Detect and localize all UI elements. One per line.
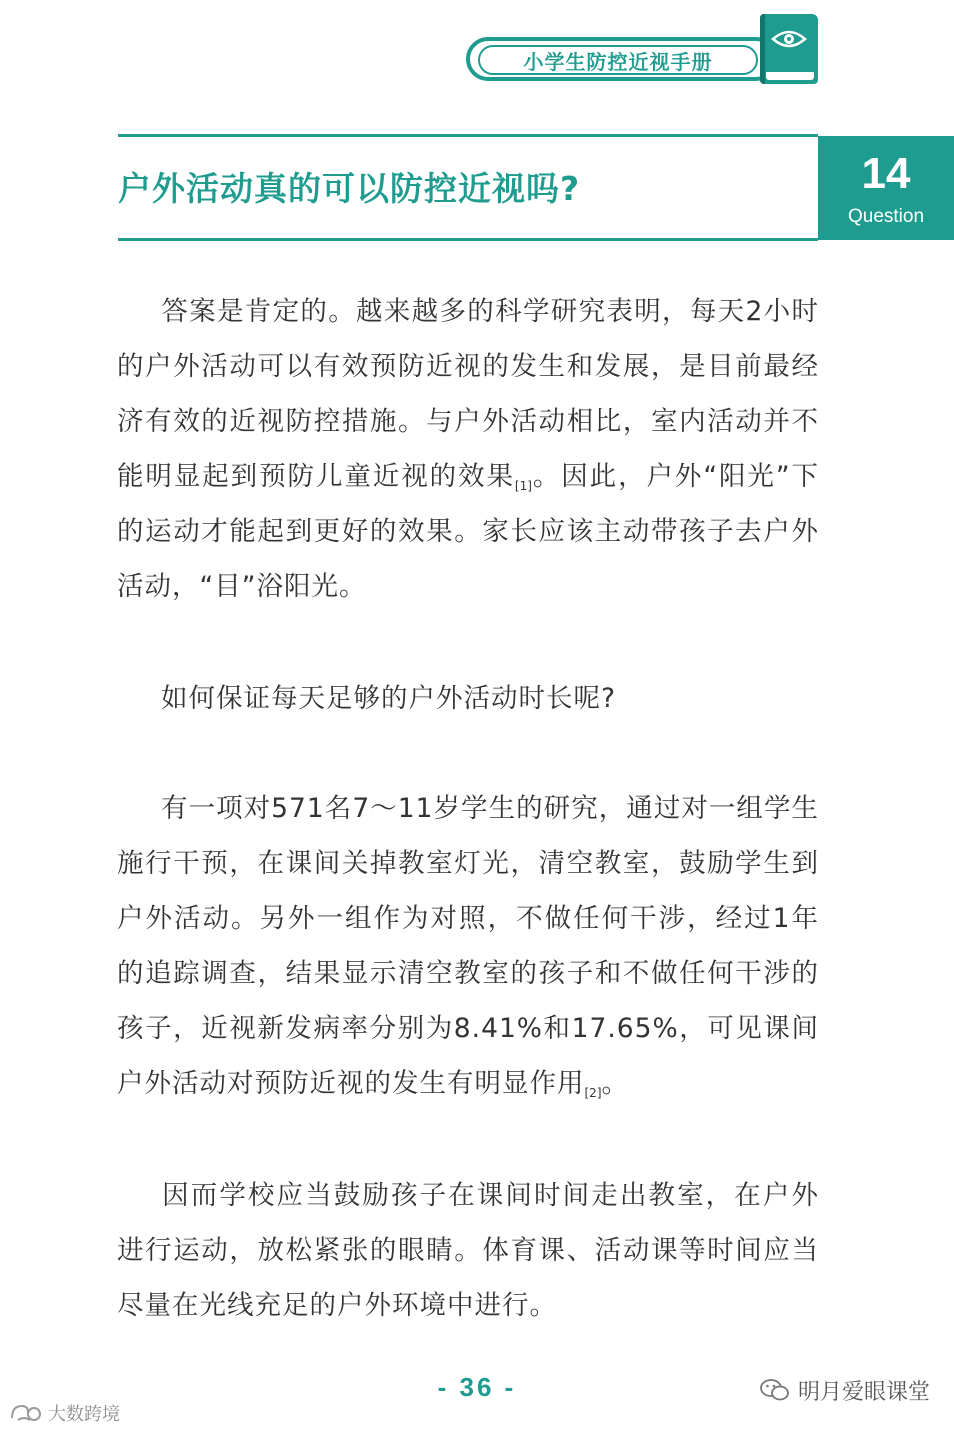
eye-icon xyxy=(771,28,807,50)
question-number: 14 xyxy=(861,149,911,198)
wechat-icon xyxy=(760,1378,790,1402)
paragraph-2-text: 如何保证每天足够的户外活动时长呢? xyxy=(161,683,617,714)
question-title: 户外活动真的可以防控近视吗? xyxy=(118,169,581,208)
watermark-left-text: 大数跨境 xyxy=(48,1404,120,1425)
paragraph-3-text-b: 。 xyxy=(601,1068,629,1099)
watermark-right-text: 明月爱眼课堂 xyxy=(798,1379,931,1405)
question-number-box xyxy=(818,136,954,240)
paragraph-1-text-a: 答案是肯定的。越来越多的科学研究表明，每天2小时的户外活动可以有效预防近视的发生和发展，是目前最经济有效的近视防控措施。与户外活动相比，室内活动并不能明显起到预防儿童近视的效果 xyxy=(117,296,819,492)
citation-1: [1] xyxy=(514,479,532,493)
watermark-logo-icon xyxy=(8,1402,44,1424)
paragraph-4 xyxy=(117,1168,819,1333)
title-rule-top xyxy=(118,134,818,137)
page-number: - 36 - xyxy=(437,1372,517,1402)
watermark-source xyxy=(8,1400,120,1426)
title-rule-bottom xyxy=(118,238,818,241)
book-spine xyxy=(760,14,765,84)
paragraph-1-text-b: 。因此，户外“阳光”下的运动才能起到更好的效果。家长应该主动带孩子去户外活动，“目”浴阳光。 xyxy=(117,461,819,602)
watermark-wechat xyxy=(760,1374,930,1406)
book-pages-edge xyxy=(766,72,814,80)
paragraph-3-text-a: 有一项对571名7～11岁学生的研究，通过对一组学生施行干预，在课间关掉教室灯光，清空教室，鼓励学生到户外活动。另外一组作为对照，不做任何干涉，经过1年的追踪调查，结果显示清空教室的孩子和不做任何干涉的孩子，近视新发病率分别为8.41%和17.65%，可见课间户外活动对预防近视的发生有明显作用 xyxy=(117,793,819,1099)
paragraph-3 xyxy=(117,781,819,1111)
question-label: Question xyxy=(847,206,925,227)
citation-2: [2] xyxy=(584,1086,602,1100)
handbook-title: 小学生防控近视手册 xyxy=(478,45,758,75)
paragraph-4-text: 因而学校应当鼓励孩子在课间时间走出教室，在户外进行运动，放松紧张的眼睛。体育课、活动课等时间应当尽量在光线充足的户外环境中进行。 xyxy=(117,1180,819,1321)
paragraph-1 xyxy=(117,284,819,614)
paragraph-2 xyxy=(117,671,819,726)
